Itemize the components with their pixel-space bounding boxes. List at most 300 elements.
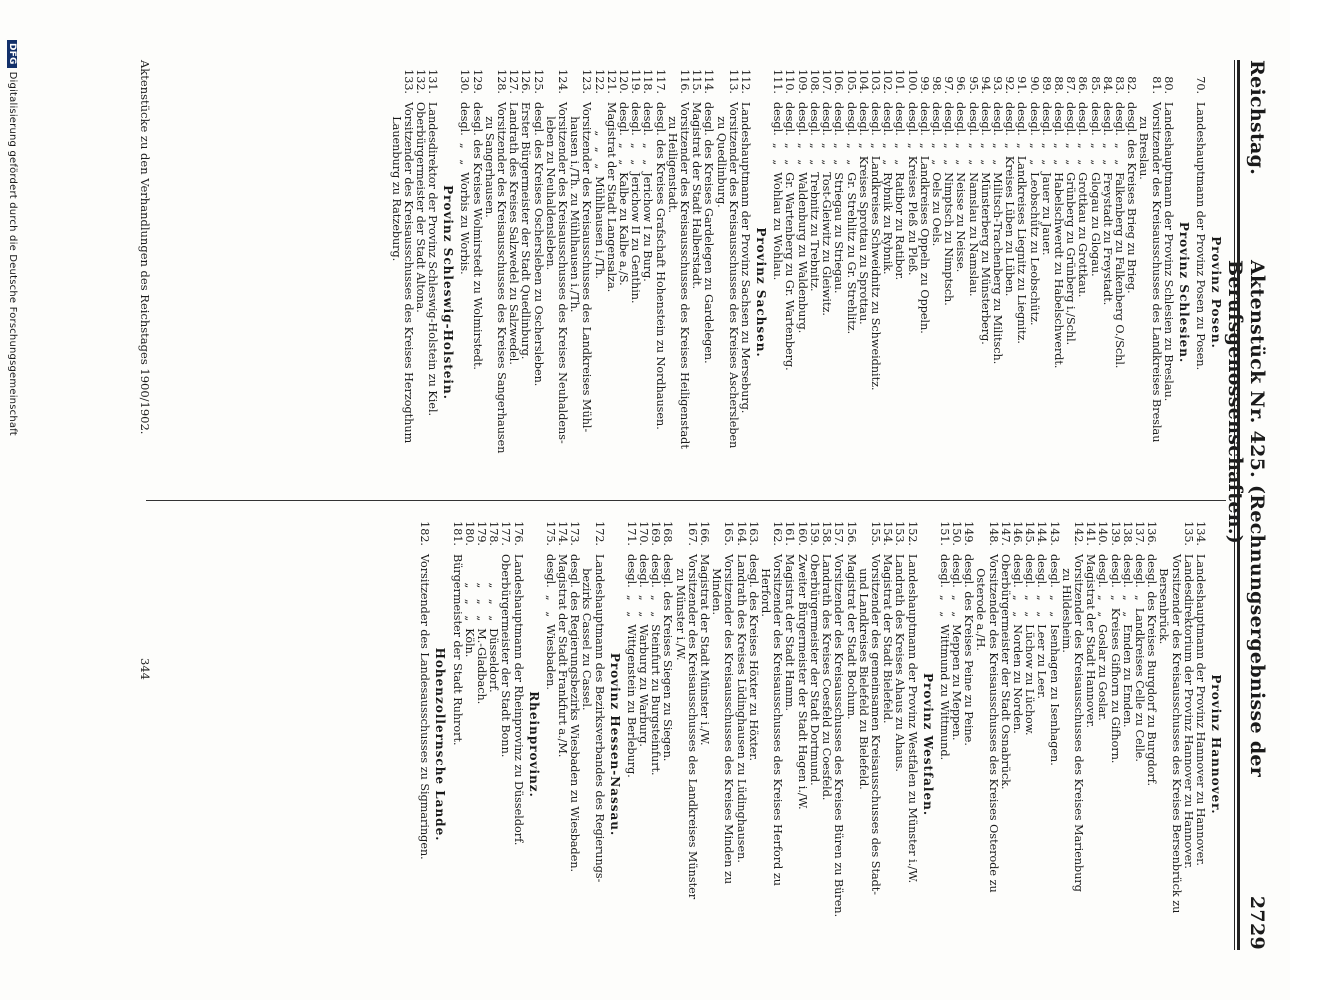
entry-text: Landesdirektorium der Provinz Hannover zu Hannover. Vorsitzender des Kreisausschusses des Kreises Bersenbrück zu Bersenbrück. [1157,554,1195,914]
entry-number: 176. [511,521,525,546]
entry-number: 164. [734,521,748,546]
list-item [1157,512,1194,937]
list-item [893,512,905,937]
list-item [1096,512,1108,937]
entry-number: 70. [1194,76,1207,94]
entry-number: 117. [653,69,667,94]
list-item [1076,60,1088,485]
list-item [857,60,869,485]
list-item [966,60,978,485]
list-item [641,60,653,485]
list-item [783,512,795,937]
entry-text: Landesdirektor der Provinz Schleswig-Holstein zu Kiel. [426,102,440,417]
list-item [1023,512,1035,937]
list-item [475,512,487,937]
entry-number: 156. [844,521,858,546]
entry-number: 133. [401,69,415,94]
entry-number: 171. [624,521,638,546]
entry-text: desgl. „ „ Leobschütz zu Leobschütz. [1027,102,1041,326]
entry-number: 92. [1003,76,1017,94]
entry-number: 80. [1161,76,1175,94]
entry-number: 180. [462,521,476,546]
entry-number: 146. [1010,521,1024,546]
list-item [483,60,507,485]
entry-number: 93. [990,76,1004,94]
entry-text: Vorsitzender des Landesausschusses zu Sigmaringen. [418,554,432,860]
entry-text: desgl. „ „ Rybnik zu Rybnik. [881,102,895,275]
entry-number: 177. [499,521,513,546]
entry-number: 112. [739,69,753,94]
header-left: Reichstag. [1246,60,1268,176]
entry-text: desgl. „ „ Lüchow zu Lüchow. [1023,554,1037,736]
entry-number: 102. [881,69,895,94]
entry-text: Landeshauptmann des Bezirksverbandes des Regierungs- bezirks Cassel zu Cassel. [580,554,606,883]
entry-text: Vorsitzender des gemeinsamen Kreisausschusses des Stadt- und Landkreises Bielefeld zu Bielefeld. [856,554,882,896]
entry-number: 94. [978,76,992,94]
list-item [918,60,930,485]
list-item [999,512,1011,937]
entry-number: 118. [641,69,655,94]
list-item [507,60,519,485]
entry-text: desgl. „ „ Isenhagen zu Isenhagen. [1047,554,1061,766]
entry-number: 170. [637,521,651,546]
list-item [653,60,665,485]
entry-text: Vorsitzender des Kreisausschusses des Kreises Aschersleben zu Quedlinburg. [714,102,740,449]
list-item [702,60,714,485]
entry-number: 124. [556,69,570,94]
list-item [869,60,881,485]
entry-text: desgl. „ „ Wittgenstein zu Berleburg. [624,554,638,778]
entry-text: Landeshauptmann der Provinz Westfalen zu Münster i./W. [905,554,919,884]
entry-text: desgl. des Kreises Brieg zu Brieg. [1125,102,1139,294]
list-item [1047,512,1059,937]
entry-number: 120. [617,69,631,94]
entry-text: desgl. „ „ Freystadt zu Freystadt. [1100,102,1114,306]
entry-text: Landeshauptmann der Provinz Sachsen zu Merseburg. [739,102,753,414]
list-item [734,512,746,937]
entry-number: 85. [1088,76,1102,94]
list-item [1125,60,1137,485]
entry-number: 163. [746,521,760,546]
province-heading: Provinz Posen. [1209,236,1223,349]
entry-text: desgl. „ „ Norden zu Norden. [1010,554,1024,734]
entry-text: Landeshauptmann der Provinz Posen zu Posen. [1194,102,1207,371]
list-item [1027,60,1039,485]
entry-number: 107. [820,69,834,94]
entry-number: 145. [1023,521,1037,546]
entry-number: 172. [592,521,606,546]
entry-text: desgl. des Kreises Peine zu Peine. [962,554,976,746]
entry-number: 160. [795,521,809,546]
entry-number: 108. [807,69,821,94]
list-item [673,512,697,937]
entry-number: 98. [929,76,943,94]
entry-number: 126. [519,69,533,94]
entry-text: desgl. „ „ Meppen zu Meppen. [949,554,963,741]
entry-text: Vorsitzender des Kreisausschusses des Landkreises Mühl- hausen i./Th. zu Mühlhausen i./Th. [568,102,594,433]
entry-number: 143. [1047,521,1061,546]
entry-number: 95. [966,76,980,94]
list-item [463,512,475,937]
entry-text: Oberbürgermeister der Stadt Osnabrück. [998,554,1012,790]
list-item [950,512,962,937]
list-item [531,60,543,485]
list-item [617,60,629,485]
entry-number: 103. [868,69,882,94]
list-item [649,512,661,937]
list-item [710,512,734,937]
list-item [511,512,523,937]
entry-number: 88. [1051,76,1065,94]
list-item [568,512,580,937]
entry-number: 148. [986,521,1000,546]
list-item [1003,60,1015,485]
entry-number: 179. [475,521,489,546]
entry-text: Vorsitzender des Kreisausschusses des Kreises Sangerhausen zu Sangerhausen. [482,102,509,454]
entry-number: 119. [629,69,643,94]
entry-number: 161. [783,521,797,546]
list-item [499,512,511,937]
entry-text: „ „ „ Köln. [462,554,476,658]
entry-number: 96. [954,76,968,94]
entry-text: desgl. „ „ Striegau zu Striegau. [832,102,846,294]
list-item [625,512,637,937]
entry-text: desgl. „ Kreises Sprottau zu Sprottau. [856,102,870,325]
entry-number: 174. [556,521,570,546]
entry-text: desgl. „ „ Nimptsch zu Nimptsch. [942,102,956,306]
list-item [544,60,568,485]
list-item [666,60,690,485]
header-title: Aktenstück Nr. 425. (Rechnungsergebnisse der Berufsgenossenschaften.) [1224,260,1268,778]
list-item [759,512,783,937]
entry-text: Landeshauptmann der Provinz Schlesien zu Breslau. [1161,102,1175,402]
entry-text: desgl. „ Landkreises Schweidnitz zu Schweidnitz. [868,102,882,391]
entry-text: desgl. „ „ Jerichow I zu Burg. [641,102,655,282]
list-item [979,60,991,485]
entry-text: desgl. „ „ Grottkau zu Grottkau. [1076,102,1090,298]
province-heading: Provinz Hessen-Nassau. [607,652,622,837]
entry-number: 113. [726,69,740,94]
list-item [1121,512,1133,937]
column-divider [146,500,1226,501]
list-item [820,60,832,485]
entry-number: 114. [702,69,716,94]
entry-number: 144. [1035,521,1049,546]
footer-source: Aktenstücke zu den Verhandlungen des Reichstages 1900/1902. [138,60,152,435]
entry-text: desgl. „ „ Neisse zu Neisse. [954,102,968,273]
list-item [796,60,808,485]
entry-text: desgl. des Kreises Wolmirstedt zu Wolmirstedt. [470,102,484,370]
entry-number: 155. [868,521,882,546]
entry-number: 82. [1125,76,1139,94]
entry-text: Magistrat der Stadt Langensalza. [604,102,618,293]
entry-number: 130. [458,69,472,94]
entry-text: desgl. „ „ Emden zu Emden. [1120,554,1134,728]
entry-number: 100. [905,69,919,94]
entry-number: 153. [893,521,907,546]
entry-text: desgl. „ Kreises Lüben zu Lüben. [1003,102,1017,297]
list-item [487,512,499,937]
page-footer [130,60,152,950]
entry-text: Magistrat der Stadt Hamm. [783,554,797,712]
list-item [808,60,820,485]
entry-text: Vorsitzender des Kreisausschusses des Kreises Marienburg zu Hildesheim. [1059,554,1085,892]
list-item [938,512,950,937]
entry-text: Vorsitzender des Kreisausschusses des Landkreises Münster zu Münster i./W. [673,554,699,900]
entry-text: Landrath des Kreises Ahaus zu Ahaus. [893,554,907,772]
entry-number: 166. [698,521,712,546]
sheet-number: 344 [138,658,152,680]
digitization-text: Digitalisierung gefördert durch die Deutsche Forschungsgemeinschaft [7,71,18,436]
entry-number: 159. [807,521,821,546]
list-item [747,512,759,937]
entry-number: 147. [998,521,1012,546]
entry-number: 83. [1112,76,1126,94]
list-item [844,60,856,485]
entry-number: 162. [771,521,785,546]
entry-text: desgl. „ „ Wiesbaden. [543,554,557,690]
entry-text: „ „ „ M.-Gladbach. [475,554,489,705]
entry-text: Zweiter Bürgermeister der Stadt Hagen i./W. [795,554,809,810]
entry-text: desgl. „ „ Gr. Wartenberg zu Gr. Wartenberg. [783,102,797,371]
list-item [1194,512,1206,937]
entry-number: 182. [418,521,432,546]
entry-text: Landrath des Kreises Salzwedel zu Salzwedel. [507,102,521,365]
entry-number: 109. [795,69,809,94]
province-heading: Provinz Schleswig-Holstein. [441,185,456,400]
entry-number: 150. [949,521,963,546]
entry-text: Magistrat der Stadt Halberstadt. [690,102,704,290]
entry-text: desgl. „ „ Worbis zu Worbis. [458,102,472,275]
list-item [832,512,844,937]
entry-number: 157. [832,521,846,546]
list-item [881,60,893,485]
entry-number: 139. [1108,521,1122,546]
list-item [426,60,438,485]
list-item [771,60,783,485]
entry-number: 138. [1120,521,1134,546]
entry-number: 178. [487,521,501,546]
entry-text: Magistrat der Stadt Hannover. [1084,554,1098,729]
entry-text: desgl. „ „ Jerichow II zu Genthin. [629,102,643,304]
entry-number: 131. [426,69,440,94]
entry-text: desgl. „ „ Ratibor zu Ratibor. [893,102,907,281]
entry-text: desgl. „ „ Leer zu Leer. [1035,554,1049,699]
page-number-top: 2729 [1246,895,1268,950]
list-item [470,60,482,485]
list-item [714,60,738,485]
entry-number: 91. [1015,76,1029,94]
entry-number: 141. [1084,521,1098,546]
entry-text: Erster Bürgermeister der Stadt Quedlinburg. [519,102,533,360]
entry-text: desgl. „ „ Kalbe zu Kalbe a./S. [617,102,631,286]
entry-number: 140. [1096,521,1110,546]
entry-number: 136. [1145,521,1159,546]
entry-text: Vorsitzender des Kreisausschusses des Kreises Herford zu Herford. [759,554,785,886]
entry-number: 81. [1149,76,1163,94]
list-item [637,512,649,937]
entry-number: 116. [678,69,692,94]
entry-text: desgl. „ „ Glogau zu Glogau. [1088,102,1102,277]
entry-number: 134. [1194,521,1207,546]
entry-text: desgl. „ „ Goslar zu Goslar. [1096,554,1110,721]
province-heading: Provinz Hannover. [1209,674,1223,815]
entry-text: Magistrat der Stadt Bielefeld. [881,554,895,724]
entry-text: Landrath des Kreises Coesfeld zu Coesfeld. [820,554,834,801]
entry-number: 158. [820,521,834,546]
entry-number: 175. [543,521,557,546]
province-heading: Provinz Schlesien. [1176,221,1191,364]
entry-text: Vorsitzender des Kreisausschusses des Kreises Minden zu Minden. [710,554,736,885]
entry-text: Landrath des Kreises Lüdinghausen zu Lüdinghausen. [734,554,748,863]
entry-number: 151. [937,521,951,546]
list-item [414,60,426,485]
entry-number: 105. [844,69,858,94]
entry-number: 99. [917,76,931,94]
entry-number: 86. [1076,76,1090,94]
entry-number: 125. [531,69,545,94]
entry-text: desgl. „ „ Steinfurt zu Burgsteinfurt. [649,554,663,776]
entry-number: 167. [685,521,699,546]
entry-text: desgl. „ „ Wittmund zu Wittmund. [937,554,951,761]
list-item [1145,512,1157,937]
entry-text: desgl. „ Kreises Gifhorn zu Gifhorn. [1108,554,1122,764]
entry-text: desgl. des Kreises Siegen zu Siegen. [661,554,675,762]
list-item [1088,60,1100,485]
entry-text: desgl. „ „ Jauer zu Jauer. [1039,102,1053,256]
list-item [1108,512,1120,937]
entry-text: desgl. „ „ Münsterberg zu Münsterberg. [978,102,992,345]
entry-text: desgl. „ „ Oels zu Oels. [929,102,943,247]
digitization-note [7,40,18,436]
entry-number: 165. [722,521,736,546]
entry-text: desgl. „ „ Waldenburg zu Waldenburg. [795,102,809,334]
entry-text: desgl. „ „ Militsch-Trachenberg zu Militsch. [990,102,1004,365]
province-heading: Provinz Sachsen. [754,227,769,358]
entry-text: desgl. „ „ Tost-Gleiwitz zu Gleiwitz. [820,102,834,316]
list-item [820,512,832,937]
list-item [739,60,751,485]
entry-number: 115. [690,69,704,94]
entry-text: Oberbürgermeister der Stadt Bonn. [499,554,513,758]
entry-number: 168. [661,521,675,546]
list-item [1137,60,1161,485]
entry-text: desgl. „ Landkreises Liegnitz zu Liegnitz. [1015,102,1029,344]
page-header [1224,60,1272,950]
list-item [1011,512,1023,937]
entry-text: desgl. „ Landkreises Oppeln zu Oppeln. [917,102,931,334]
list-item [905,512,917,937]
entry-text: desgl. des Kreises Gardelegen zu Gardelegen. [702,102,716,364]
list-item [580,512,604,937]
entry-text: desgl. des Kreises Grafschaft Hohenstein zu Nordhausen. [653,102,667,430]
list-item [389,60,413,485]
list-item [1060,512,1084,937]
entry-text: Landeshauptmann der Rheinprovinz zu Düsseldorf. [511,554,525,846]
entry-text: Magistrat der Stadt Frankfurt a./M. [556,554,570,758]
entry-text: desgl. „ „ Namslau zu Namslau. [966,102,980,297]
list-item [458,60,470,485]
list-item [1035,512,1047,937]
entry-number: 169. [649,521,663,546]
entry-text: desgl. „ „ Gr. Strehlitz zu Gr. Strehlitz. [844,102,858,335]
list-item [544,512,556,937]
entry-text: desgl. „ „ Habelschwerdt zu Habelschwerdt. [1051,102,1065,369]
list-item [556,512,568,937]
entry-number: 137. [1132,521,1146,546]
entry-text: desgl. „ „ Wohlau zu Wohlau. [771,102,785,281]
list-item [1133,512,1145,937]
entry-text: desgl. „ Landkreises Celle zu Celle. [1132,554,1146,762]
entry-text: desgl. des Kreises Oschersleben zu Oschersleben. [531,102,545,387]
list-item [974,512,998,937]
entry-number: 181. [450,521,464,546]
entry-text: „ „ „ Düsseldorf. [487,554,501,693]
entry-text: desgl. „ „ Warburg zu Warburg. [637,554,651,747]
list-item [832,60,844,485]
entry-number: 173. [568,521,582,546]
entry-number: 154. [881,521,895,546]
entry-text: „ „ „ Mühlhausen i./Th. [592,102,606,280]
entry-text: Magistrat der Stadt Münster i./W. [698,554,712,746]
entry-text: desgl. des Regierungsbezirks Wiesbaden zu Wiesbaden. [568,554,582,873]
entry-number: 84. [1100,76,1114,94]
entry-text: desgl. des Kreises Höxter zu Höxter. [746,554,760,762]
entry-text: desgl. „ „ Falkenberg zu Falkenberg O./Schl. [1112,102,1126,369]
list-item [1194,60,1206,485]
list-item [796,512,808,937]
entry-text: Vorsitzender des Kreisausschusses des Kreises Heiligenstadt zu Heiligenstadt. [665,102,692,449]
list-item [698,512,710,937]
entry-number: 128. [495,69,509,94]
list-item [954,60,966,485]
list-item [783,60,795,485]
list-item [808,512,820,937]
entry-number: 122. [592,69,606,94]
entry-text: Vorsitzender des Kreisausschusses des Kreises Herzogthum Lauenburg zu Ratzeburg. [389,102,415,444]
list-item [991,60,1003,485]
entry-number: 104. [856,69,870,94]
entry-text: Bürgermeister der Stadt Ruhrort. [450,554,464,746]
header-rule-thick [1237,60,1240,950]
header-rule-thin [1234,60,1235,950]
entry-text: desgl. „ „ Trebnitz zu Trebnitz. [807,102,821,292]
list-item [568,60,592,485]
province-heading: Provinz Westfalen. [920,672,935,817]
list-item [881,512,893,937]
list-item [893,60,905,485]
entry-number: 135. [1181,521,1195,546]
list-item [1040,60,1052,485]
list-item [519,60,531,485]
entry-number: 142. [1071,521,1085,546]
entry-text: Oberbürgermeister der Stadt Dortmund. [807,554,821,786]
entry-text: Vorsitzender des Kreisausschusses des Landkreises Breslau zu Breslau. [1137,102,1163,443]
entry-number: 110. [783,69,797,94]
entry-number: 121. [604,69,618,94]
dfg-logo: DFG [7,40,17,68]
entry-number: 89. [1039,76,1053,94]
province-heading: Hohenzollernsche Lande. [433,647,448,842]
entry-text: desgl. „ Kreises Pleß zu Pleß. [905,102,919,276]
list-item [1064,60,1076,485]
entry-text: desgl. des Kreises Burgdorf zu Burgdorf. [1145,554,1159,787]
list-item [629,60,641,485]
list-item [1113,60,1125,485]
list-item [690,60,702,485]
list-item [592,60,604,485]
entry-number: 129. [470,69,484,94]
